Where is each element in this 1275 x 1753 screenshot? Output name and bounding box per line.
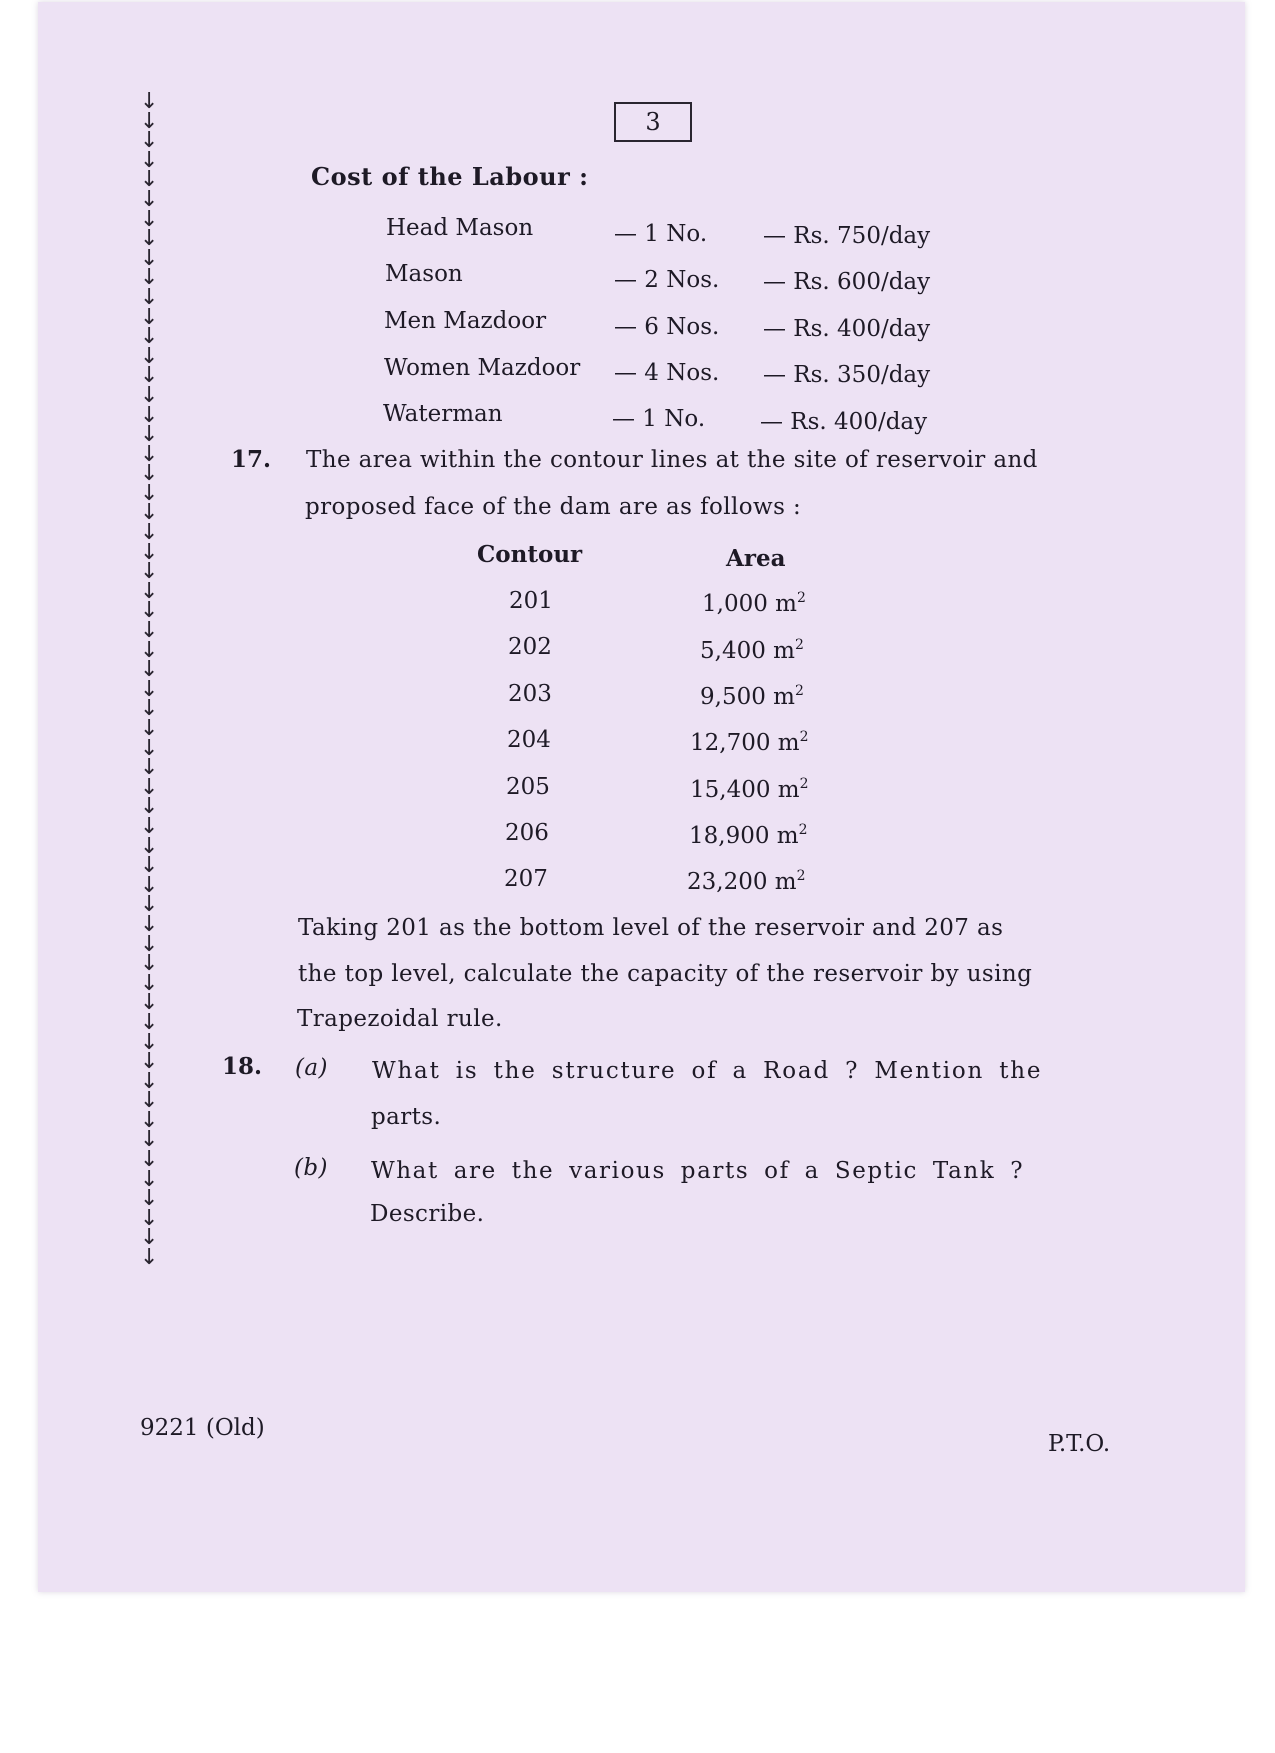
margin-arrow-icon: ↓ — [140, 382, 159, 408]
margin-arrow-icon: ↓ — [140, 598, 159, 624]
labour-qty: — 4 Nos. — [614, 360, 720, 386]
area-cell: 5,400 $m^2$ — [700, 637, 804, 664]
margin-arrow-icon: ↓ — [140, 1147, 159, 1173]
q18-a-label: (a) — [295, 1055, 328, 1081]
margin-arrow-icon: ↓ — [140, 911, 159, 937]
pto-label: P.T.O. — [1048, 1431, 1111, 1457]
margin-arrow-icon: ↓ — [140, 422, 159, 448]
margin-arrow-icon: ↓ — [140, 853, 159, 879]
margin-arrow-icon: ↓ — [140, 128, 159, 154]
area-cell: 12,700 $m^2$ — [690, 729, 809, 756]
margin-arrow-icon: ↓ — [140, 1127, 159, 1153]
contour-cell: 203 — [508, 681, 552, 707]
paper-code: 9221 (Old) — [140, 1415, 265, 1441]
margin-arrow-icon: ↓ — [140, 108, 159, 134]
area-header: Area — [726, 545, 786, 572]
margin-arrow-icon: ↓ — [140, 1245, 159, 1271]
margin-arrow-icon: ↓ — [140, 578, 159, 604]
question-18-number: 18. — [222, 1053, 263, 1080]
margin-arrow-icon: ↓ — [140, 716, 159, 741]
margin-arrow-icon: ↓ — [140, 833, 159, 859]
margin-arrow-icon: ↓ — [140, 637, 159, 663]
labour-rate: — Rs. 750/day — [763, 223, 931, 249]
margin-arrow-icon: ↓ — [140, 755, 159, 781]
margin-arrow-icon: ↓ — [140, 696, 159, 722]
question-17-number: 17. — [231, 446, 272, 473]
q17-intro-line2: proposed face of the dam are as follows : — [305, 494, 802, 520]
area-cell: 18,900 $m^2$ — [689, 822, 808, 849]
margin-arrow-icon: ↓ — [140, 872, 159, 898]
margin-arrow-icon: ↓ — [140, 990, 159, 1016]
margin-arrow-icon: ↓ — [140, 657, 159, 683]
margin-arrow-icon: ↓ — [140, 186, 159, 212]
contour-cell: 205 — [506, 774, 550, 800]
margin-arrow-icon: ↓ — [140, 676, 159, 702]
margin-arrow-icon: ↓ — [140, 794, 159, 820]
margin-arrow-icon: ↓ — [140, 1068, 159, 1094]
area-cell: 9,500 $m^2$ — [700, 683, 804, 710]
q18-b-line1: What are the various parts of a Septic Tank ? — [371, 1158, 1025, 1184]
q17-intro-line1: The area within the contour lines at the site of reservoir and — [306, 447, 1038, 473]
q18-a-line2: parts. — [371, 1104, 442, 1130]
contour-cell: 202 — [508, 634, 552, 660]
q18-b-label: (b) — [294, 1155, 328, 1181]
margin-arrow-icon: ↓ — [140, 461, 159, 487]
area-cell: 15,400 $m^2$ — [690, 776, 809, 803]
margin-arrow-icon: ↓ — [140, 245, 159, 271]
margin-arrow-icon: ↓ — [140, 1009, 159, 1035]
labour-heading: Cost of the Labour : — [311, 162, 589, 191]
q17-task-line3: Trapezoidal rule. — [297, 1006, 503, 1032]
margin-arrow-icon: ↓ — [140, 1107, 159, 1133]
margin-arrow-icon: ↓ — [140, 89, 159, 114]
margin-arrow-icon: ↓ — [140, 1166, 159, 1192]
margin-arrow-icon: ↓ — [140, 774, 159, 800]
margin-arrow-icon: ↓ — [140, 304, 159, 330]
margin-arrow-icon: ↓ — [140, 441, 159, 467]
margin-arrow-icon: ↓ — [140, 618, 159, 644]
labour-qty: — 1 No. — [614, 221, 708, 247]
margin-arrow-icon: ↓ — [140, 520, 159, 546]
margin-arrow-icon: ↓ — [140, 1049, 159, 1075]
labour-role: Mason — [385, 261, 463, 287]
labour-rate: — Rs. 400/day — [763, 316, 931, 342]
labour-rate: — Rs. 600/day — [763, 269, 931, 295]
margin-arrow-icon: ↓ — [140, 892, 159, 918]
margin-arrow-icon: ↓ — [140, 167, 159, 193]
area-cell: 23,200 $m^2$ — [687, 868, 806, 895]
labour-rate: — Rs. 400/day — [760, 409, 928, 435]
margin-arrow-icon: ↓ — [140, 559, 159, 585]
q17-task-line1: Taking 201 as the bottom level of the reservoir and 207 as — [298, 915, 1004, 941]
contour-cell: 201 — [509, 588, 553, 614]
margin-arrow-icon: ↓ — [140, 1088, 159, 1114]
page-number: 3 — [614, 102, 692, 142]
labour-role: Men Mazdoor — [384, 308, 547, 334]
margin-arrow-icon: ↓ — [140, 480, 159, 506]
labour-role: Head Mason — [386, 215, 534, 241]
area-cell: 1,000 $m^2$ — [702, 590, 806, 617]
margin-arrow-icon: ↓ — [140, 813, 159, 839]
margin-arrow-icon: ↓ — [140, 226, 159, 252]
margin-arrow-icon: ↓ — [140, 363, 159, 389]
labour-qty: — 2 Nos. — [614, 267, 720, 293]
margin-arrow-icon: ↓ — [140, 951, 159, 977]
margin-arrow-icon: ↓ — [140, 931, 159, 957]
margin-arrows — [140, 89, 159, 1271]
labour-role: Women Mazdoor — [384, 355, 581, 381]
labour-qty: — 6 Nos. — [614, 314, 720, 340]
labour-role: Waterman — [383, 401, 503, 427]
contour-header: Contour — [477, 541, 583, 568]
margin-arrow-icon: ↓ — [140, 1225, 159, 1251]
labour-qty: — 1 No. — [612, 406, 706, 432]
margin-arrow-icon: ↓ — [140, 206, 159, 232]
margin-arrow-icon: ↓ — [140, 735, 159, 761]
margin-arrow-icon: ↓ — [140, 1205, 159, 1231]
margin-arrow-icon: ↓ — [140, 500, 159, 526]
margin-arrow-icon: ↓ — [140, 265, 159, 291]
q18-a-line1: What is the structure of a Road ? Mention the — [372, 1058, 1043, 1084]
margin-arrow-icon: ↓ — [140, 284, 159, 310]
contour-cell: 206 — [505, 820, 549, 846]
margin-arrow-icon: ↓ — [140, 970, 159, 996]
margin-arrow-icon: ↓ — [140, 1186, 159, 1212]
margin-arrow-icon: ↓ — [140, 539, 159, 565]
contour-cell: 207 — [504, 866, 548, 892]
margin-arrow-icon: ↓ — [140, 147, 159, 173]
margin-arrow-icon: ↓ — [140, 402, 159, 428]
margin-arrow-icon: ↓ — [140, 1029, 159, 1055]
labour-rate: — Rs. 350/day — [763, 362, 931, 388]
contour-cell: 204 — [507, 727, 551, 753]
margin-arrow-icon: ↓ — [140, 324, 159, 350]
q18-b-line2: Describe. — [370, 1201, 485, 1227]
q17-task-line2: the top level, calculate the capacity of the reservoir by using — [298, 961, 1033, 987]
margin-arrow-icon: ↓ — [140, 343, 159, 369]
